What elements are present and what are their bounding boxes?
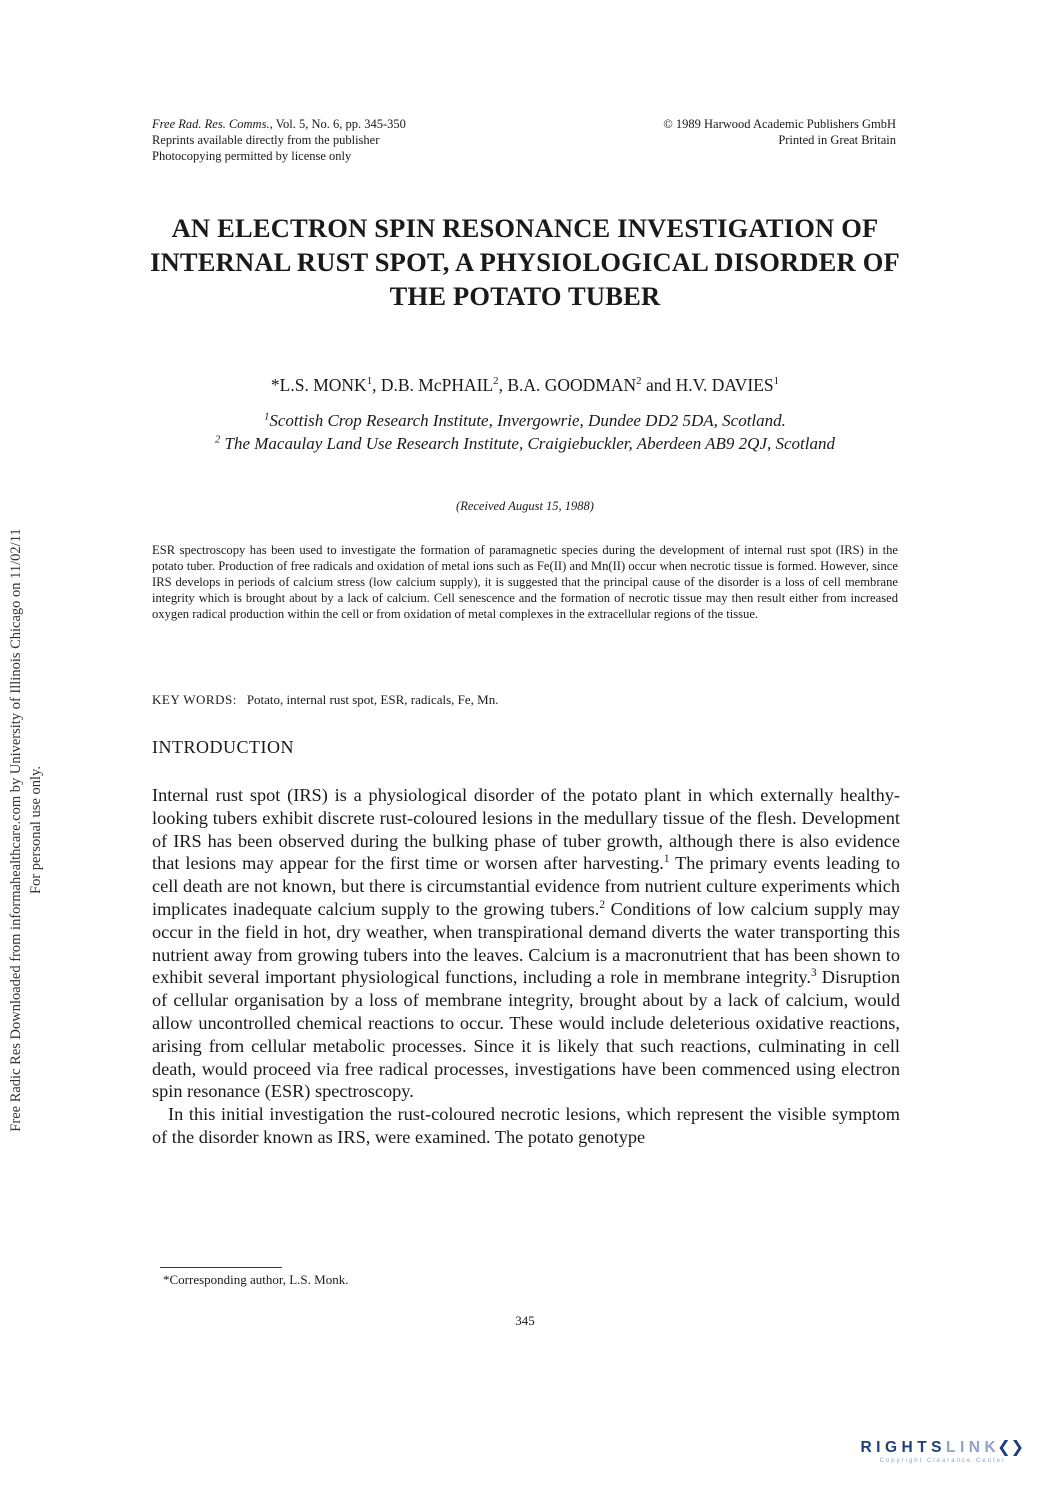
author-name: , B.A. GOODMAN [498,375,637,395]
affiliation-1 [150,410,900,433]
affiliation-1-text: Scottish Crop Research Institute, Invergowrie, Dundee DD2 5DA, Scotland. [269,411,786,430]
footnote-divider [160,1267,282,1268]
author-affil-sup: 2 [493,375,499,388]
logo-word-light: LINK [946,1439,1001,1456]
rightslink-logo [860,1437,1024,1464]
author-name: *L.S. MONK [270,375,367,395]
logo-word-dark: RIGHTS [860,1439,947,1456]
affiliation-2 [150,433,900,456]
affiliation-sup: 2 [215,433,221,445]
footnote: *Corresponding author, L.S. Monk. [163,1272,349,1287]
affiliation-sup: 1 [264,411,270,423]
photocopy-note: Photocopying permitted by license only [152,149,352,163]
printed-note: Printed in Great Britain [778,133,896,147]
paragraph-text: Disruption of cellular organisation by a loss of membrane integrity, brought about by a lack of calcium, would allow uncontrolled chemical reactions to occur. These would include deleterious oxidative reactions, arising from cellular metabolic processes. Since it is likely that such reactions, culminating in cell death, would proceed via free radical processes, investigations have been commenced using electron spin resonance (ESR) spectroscopy. [152,967,901,1102]
body-text [152,784,900,1149]
journal-volume: Vol. 5, No. 6, pp. 345-350 [272,117,406,131]
author-list [150,374,900,396]
affiliations [150,410,900,455]
keywords-label: KEY WORDS: [152,692,237,707]
paragraph-text: The primary events leading to cell death are not known, but there is circumstantial evidence from nutrient culture experiments which implicates inadequate calcium supply to the growing tubers. [152,853,900,919]
reference-sup: 2 [599,898,605,911]
reference-sup: 3 [810,967,817,980]
header-right [663,116,896,148]
copyright-note: © 1989 Harwood Academic Publishers GmbH [663,117,896,131]
paragraph-text: Internal rust spot (IRS) is a physiological disorder of the potato plant in which externally healthy-looking tubers exhibit discrete rust-coloured lesions in the medullary tissue of the flesh. Development of IRS has been observed during the bulking phase of tuber growth, although there is also evidence that lesions may appear for the first time or worsen after harvesting. [152,785,900,874]
journal-name: Free Rad. Res. Comms., [152,117,273,131]
abstract: ESR spectroscopy has been used to investigate the formation of paramagnetic species during the development of internal rust spot (IRS) in the potato tuber. Production of free radicals and oxidation of metal ions such as Fe(II) and Mn(II) occur when necrotic tissue is formed. However, since IRS develops in periods of calcium stress (low calcium supply), it is suggested that the principal cause of the disorder is a loss of cell membrane integrity which is brought about by a lack of calcium. Cell senescence and the formation of necrotic tissue may then result either from increased oxygen radical production within the cell or from oxidation of metal complexes in the extracellular regions of the tissue. [152,543,898,621]
page-number: 345 [515,1313,535,1328]
article-title: AN ELECTRON SPIN RESONANCE INVESTIGATION OF INTERNAL RUST SPOT, A PHYSIOLOGICAL DISORDER OF THE POTATO TUBER [150,213,900,311]
header-left [152,116,406,164]
logo-arrows-icon: ❮❯ [997,1439,1024,1456]
keywords-value: Potato, internal rust spot, ESR, radicals, Fe, Mn. [246,692,499,707]
paragraph: In this initial investigation the rust-coloured necrotic lesions, which represent the visible symptom of the disorder known as IRS, were examined. The potato genotype [152,1104,900,1147]
reference-sup: 1 [663,853,670,866]
download-notice [6,400,52,1260]
logo-subtitle: Copyright Clearance Center [879,1458,1006,1464]
author-affil-sup: 1 [366,375,373,388]
download-notice-line2: For personal use only. [28,766,44,894]
paragraph [152,784,900,1103]
affiliation-2-text: The Macaulay Land Use Research Institute, Craigiebuckler, Aberdeen AB9 2QJ, Scotland [220,433,835,453]
keywords [152,692,498,708]
received-date: (Received August 15, 1988) [456,499,594,513]
author-name: and H.V. DAVIES [641,375,774,395]
journal-citation [152,116,406,132]
author-affil-sup: 1 [773,375,780,388]
download-notice-line1: Free Radic Res Downloaded from informahealthcare.com by University of Illinois Chicago on 11/02/11 [8,528,24,1132]
author-name: , D.B. McPHAIL [372,375,494,395]
author-affil-sup: 2 [636,375,642,388]
logo-wordmark [860,1439,1000,1456]
reprints-note: Reprints available directly from the publisher [152,133,380,147]
paragraph-text: Conditions of low calcium supply may occur in the field in hot, dry weather, when transpirational demand diverts the water transporting this nutrient away from growing tubers into the leaves. Calcium is a macronutrient that has been shown to exhibit several important physiological functions, including a role in membrane integrity. [152,898,900,988]
section-heading: INTRODUCTION [152,737,294,757]
